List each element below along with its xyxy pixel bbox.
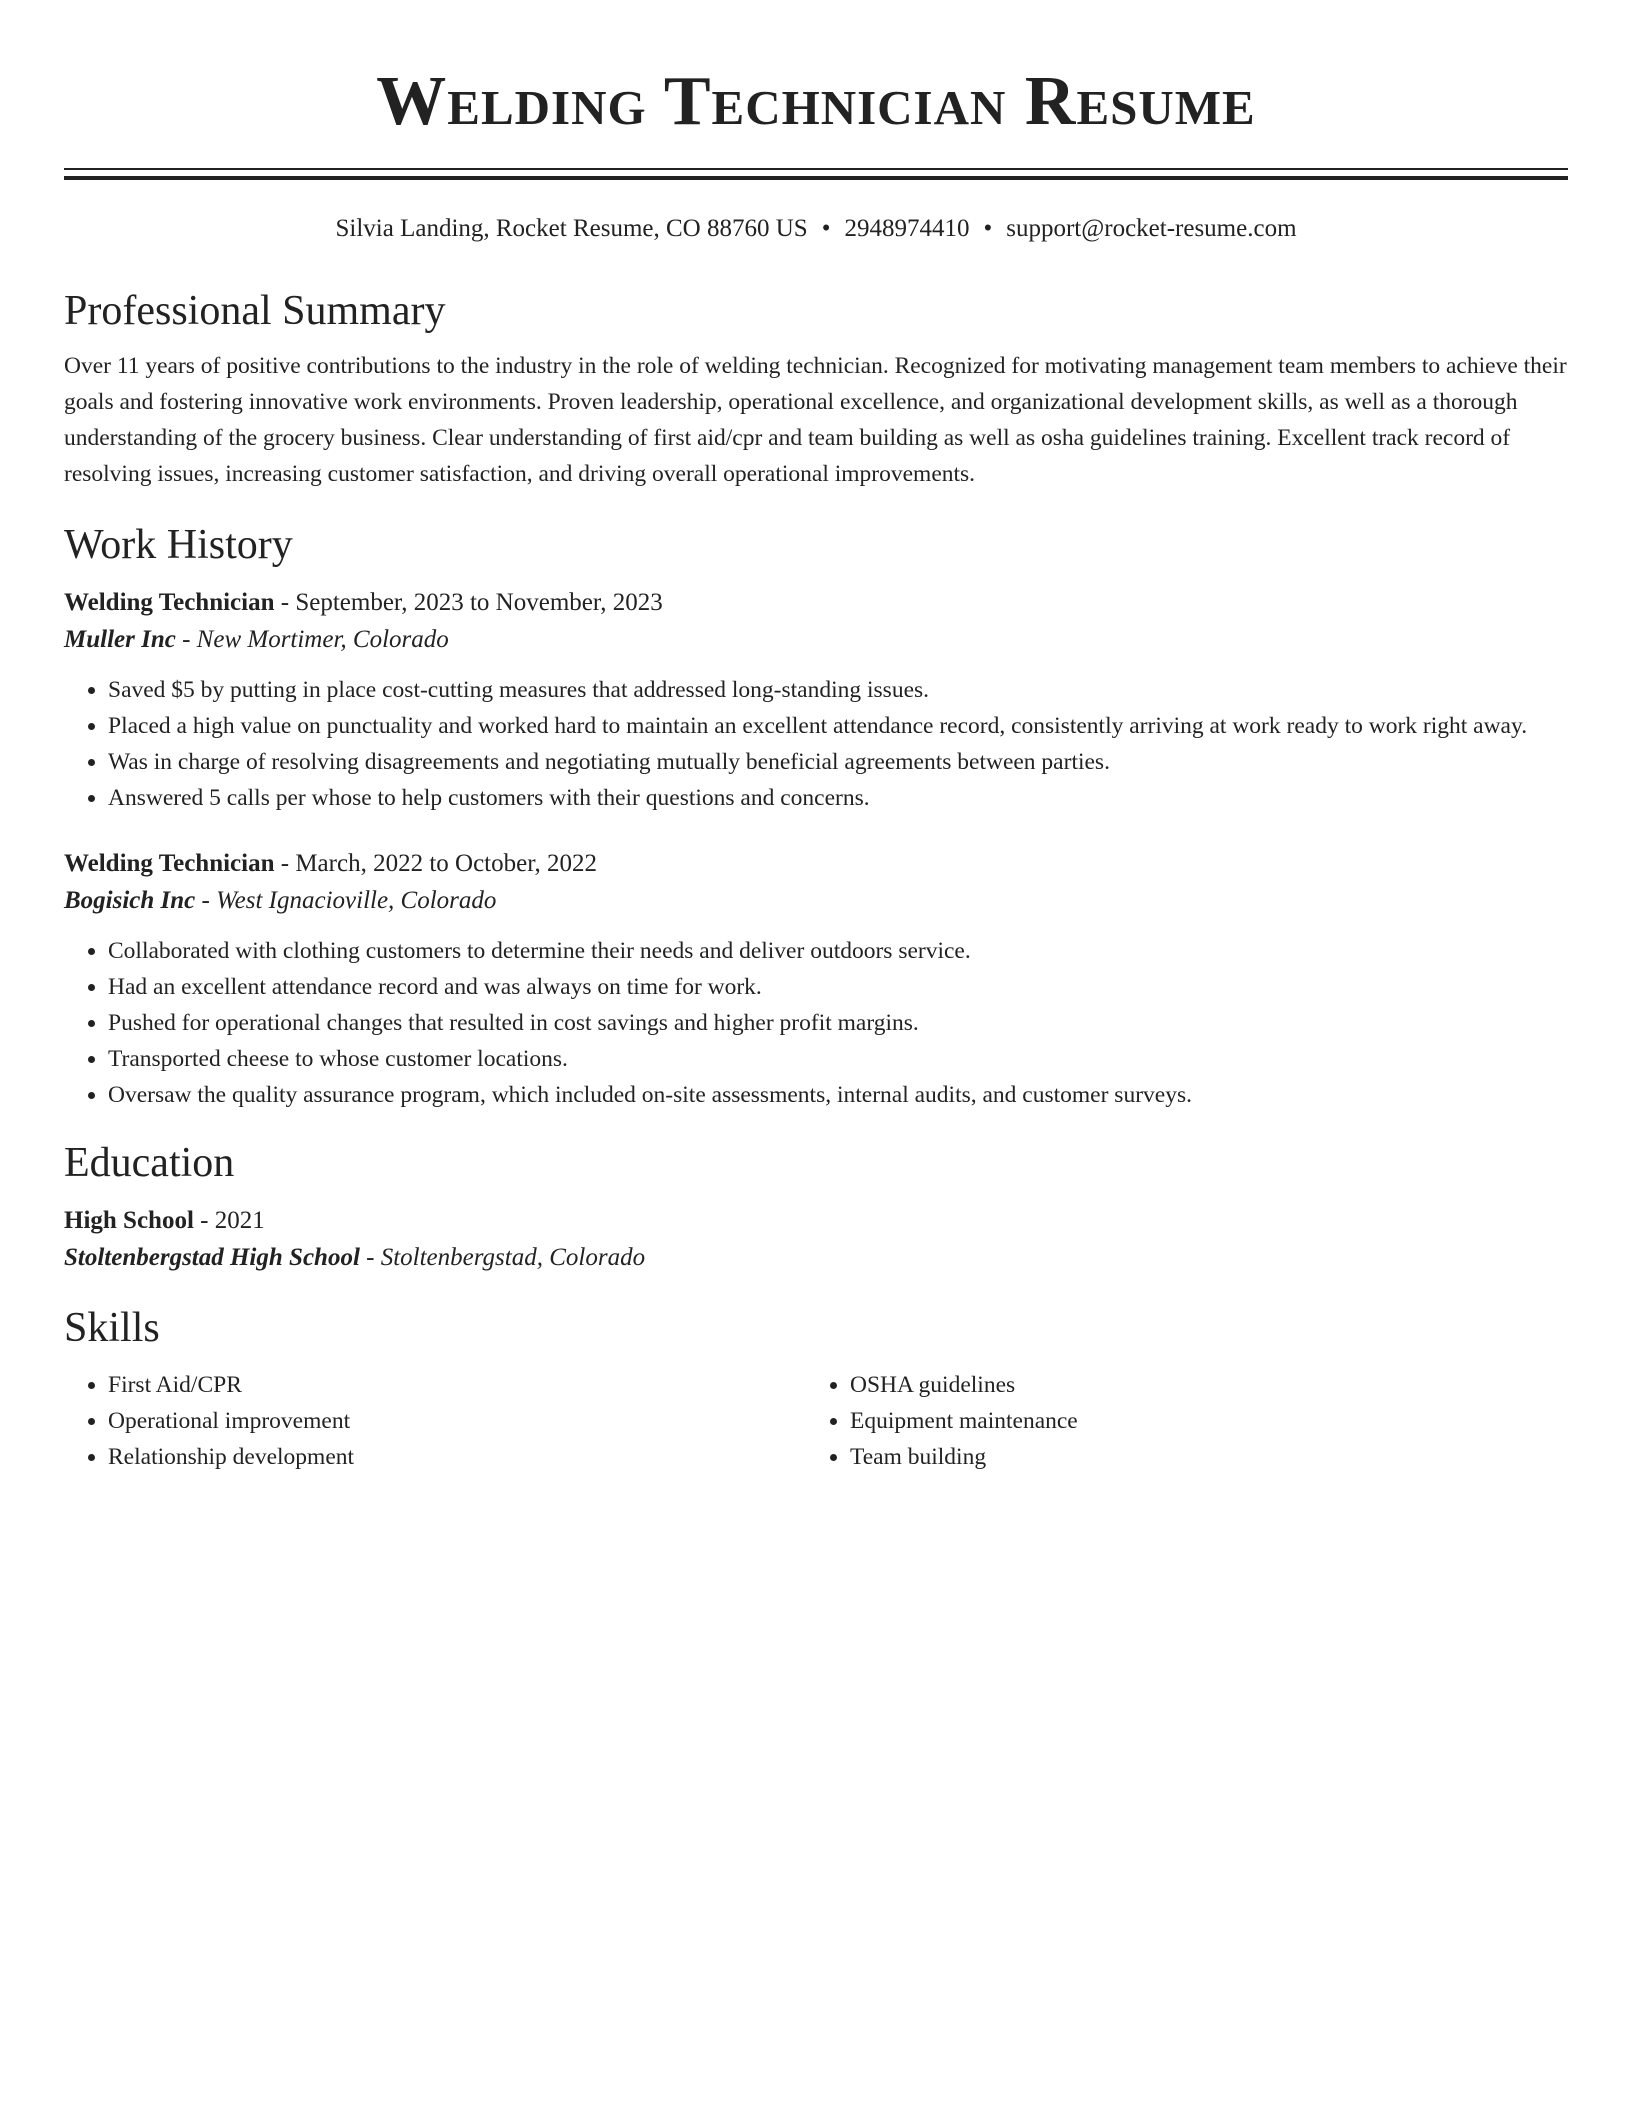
education-location: - Stoltenbergstad, Colorado	[359, 1244, 646, 1271]
job-entry	[64, 585, 1568, 816]
section-title-work-history: Work History	[64, 522, 293, 568]
contact-address: Silvia Landing, Rocket Resume, CO 88760 US	[335, 215, 808, 242]
job-bullet-list	[64, 672, 1568, 816]
skill-item: • Equipment maintenance	[850, 1403, 1548, 1439]
job-dates: - March, 2022 to October, 2022	[274, 850, 598, 877]
job-employer	[64, 882, 1568, 920]
contact-separator: •	[983, 215, 993, 242]
section-title-skills: Skills	[64, 1305, 160, 1351]
job-entry	[64, 846, 1568, 1113]
job-bullet: • Collaborated with clothing customers to determine their needs and deliver outdoors service.	[108, 933, 1568, 969]
job-bullet-list	[64, 933, 1568, 1113]
resume-title: Welding Technician Resume	[376, 63, 1256, 140]
job-bullet: • Had an excellent attendance record and was always on time for work.	[108, 969, 1568, 1005]
summary-text: Over 11 years of positive contributions to the industry in the role of welding technician. Recognized for motivating management team members to achieve their goals and fostering innovative work environments. Proven leadership, operational excellence, and organizational development skills, as well as a thorough understanding of the grocery business. Clear understanding of first aid/cpr and team building as well as osha guidelines training. Excellent track record of resolving issues, increasing customer satisfaction, and driving overall operational improvements.	[64, 353, 1567, 487]
job-bullet: • Transported cheese to whose customer locations.	[108, 1041, 1568, 1077]
job-bullet: • Placed a high value on punctuality and worked hard to maintain an excellent attendance record, consistently arriving at work ready to work right away.	[108, 708, 1568, 744]
contact-phone: 2948974410	[844, 215, 970, 242]
job-role: Welding Technician	[64, 850, 275, 877]
skill-item: • Team building	[850, 1439, 1548, 1475]
job-company: Muller Inc	[64, 626, 176, 653]
skills-column-right	[806, 1367, 1548, 1475]
job-role: Welding Technician	[64, 589, 275, 616]
job-dates: - September, 2023 to November, 2023	[274, 589, 663, 616]
job-heading	[64, 585, 1568, 621]
section-title-summary: Professional Summary	[64, 288, 446, 334]
section-title-education: Education	[64, 1140, 235, 1186]
title-divider	[64, 168, 1568, 180]
education-heading	[64, 1203, 1568, 1239]
education-year: - 2021	[193, 1207, 265, 1234]
skills-column-left	[64, 1367, 806, 1475]
job-company: Bogisich Inc	[64, 887, 196, 914]
education-degree: High School	[64, 1207, 194, 1234]
contact-line	[64, 213, 1568, 245]
skill-item: • OSHA guidelines	[850, 1367, 1548, 1403]
job-location: - West Ignacioville, Colorado	[195, 887, 497, 914]
contact-separator: •	[821, 215, 831, 242]
job-employer	[64, 621, 1568, 659]
skill-item: • Relationship development	[108, 1439, 806, 1475]
job-location: - New Mortimer, Colorado	[175, 626, 449, 653]
job-bullet: • Saved $5 by putting in place cost-cutting measures that addressed long-standing issues.	[108, 672, 1568, 708]
contact-email: support@rocket-resume.com	[1006, 215, 1297, 242]
education-school: Stoltenbergstad High School	[64, 1244, 360, 1271]
education-school-line	[64, 1239, 1568, 1277]
job-bullet: • Oversaw the quality assurance program, which included on-site assessments, internal audits, and customer surveys.	[108, 1077, 1568, 1113]
job-heading	[64, 846, 1568, 882]
job-bullet: • Pushed for operational changes that resulted in cost savings and higher profit margins.	[108, 1005, 1568, 1041]
job-bullet: • Was in charge of resolving disagreements and negotiating mutually beneficial agreements between parties.	[108, 744, 1568, 780]
skill-item: • Operational improvement	[108, 1403, 806, 1439]
job-bullet: • Answered 5 calls per whose to help customers with their questions and concerns.	[108, 780, 1568, 816]
skill-item: • First Aid/CPR	[108, 1367, 806, 1403]
skills-grid	[64, 1367, 1568, 1475]
